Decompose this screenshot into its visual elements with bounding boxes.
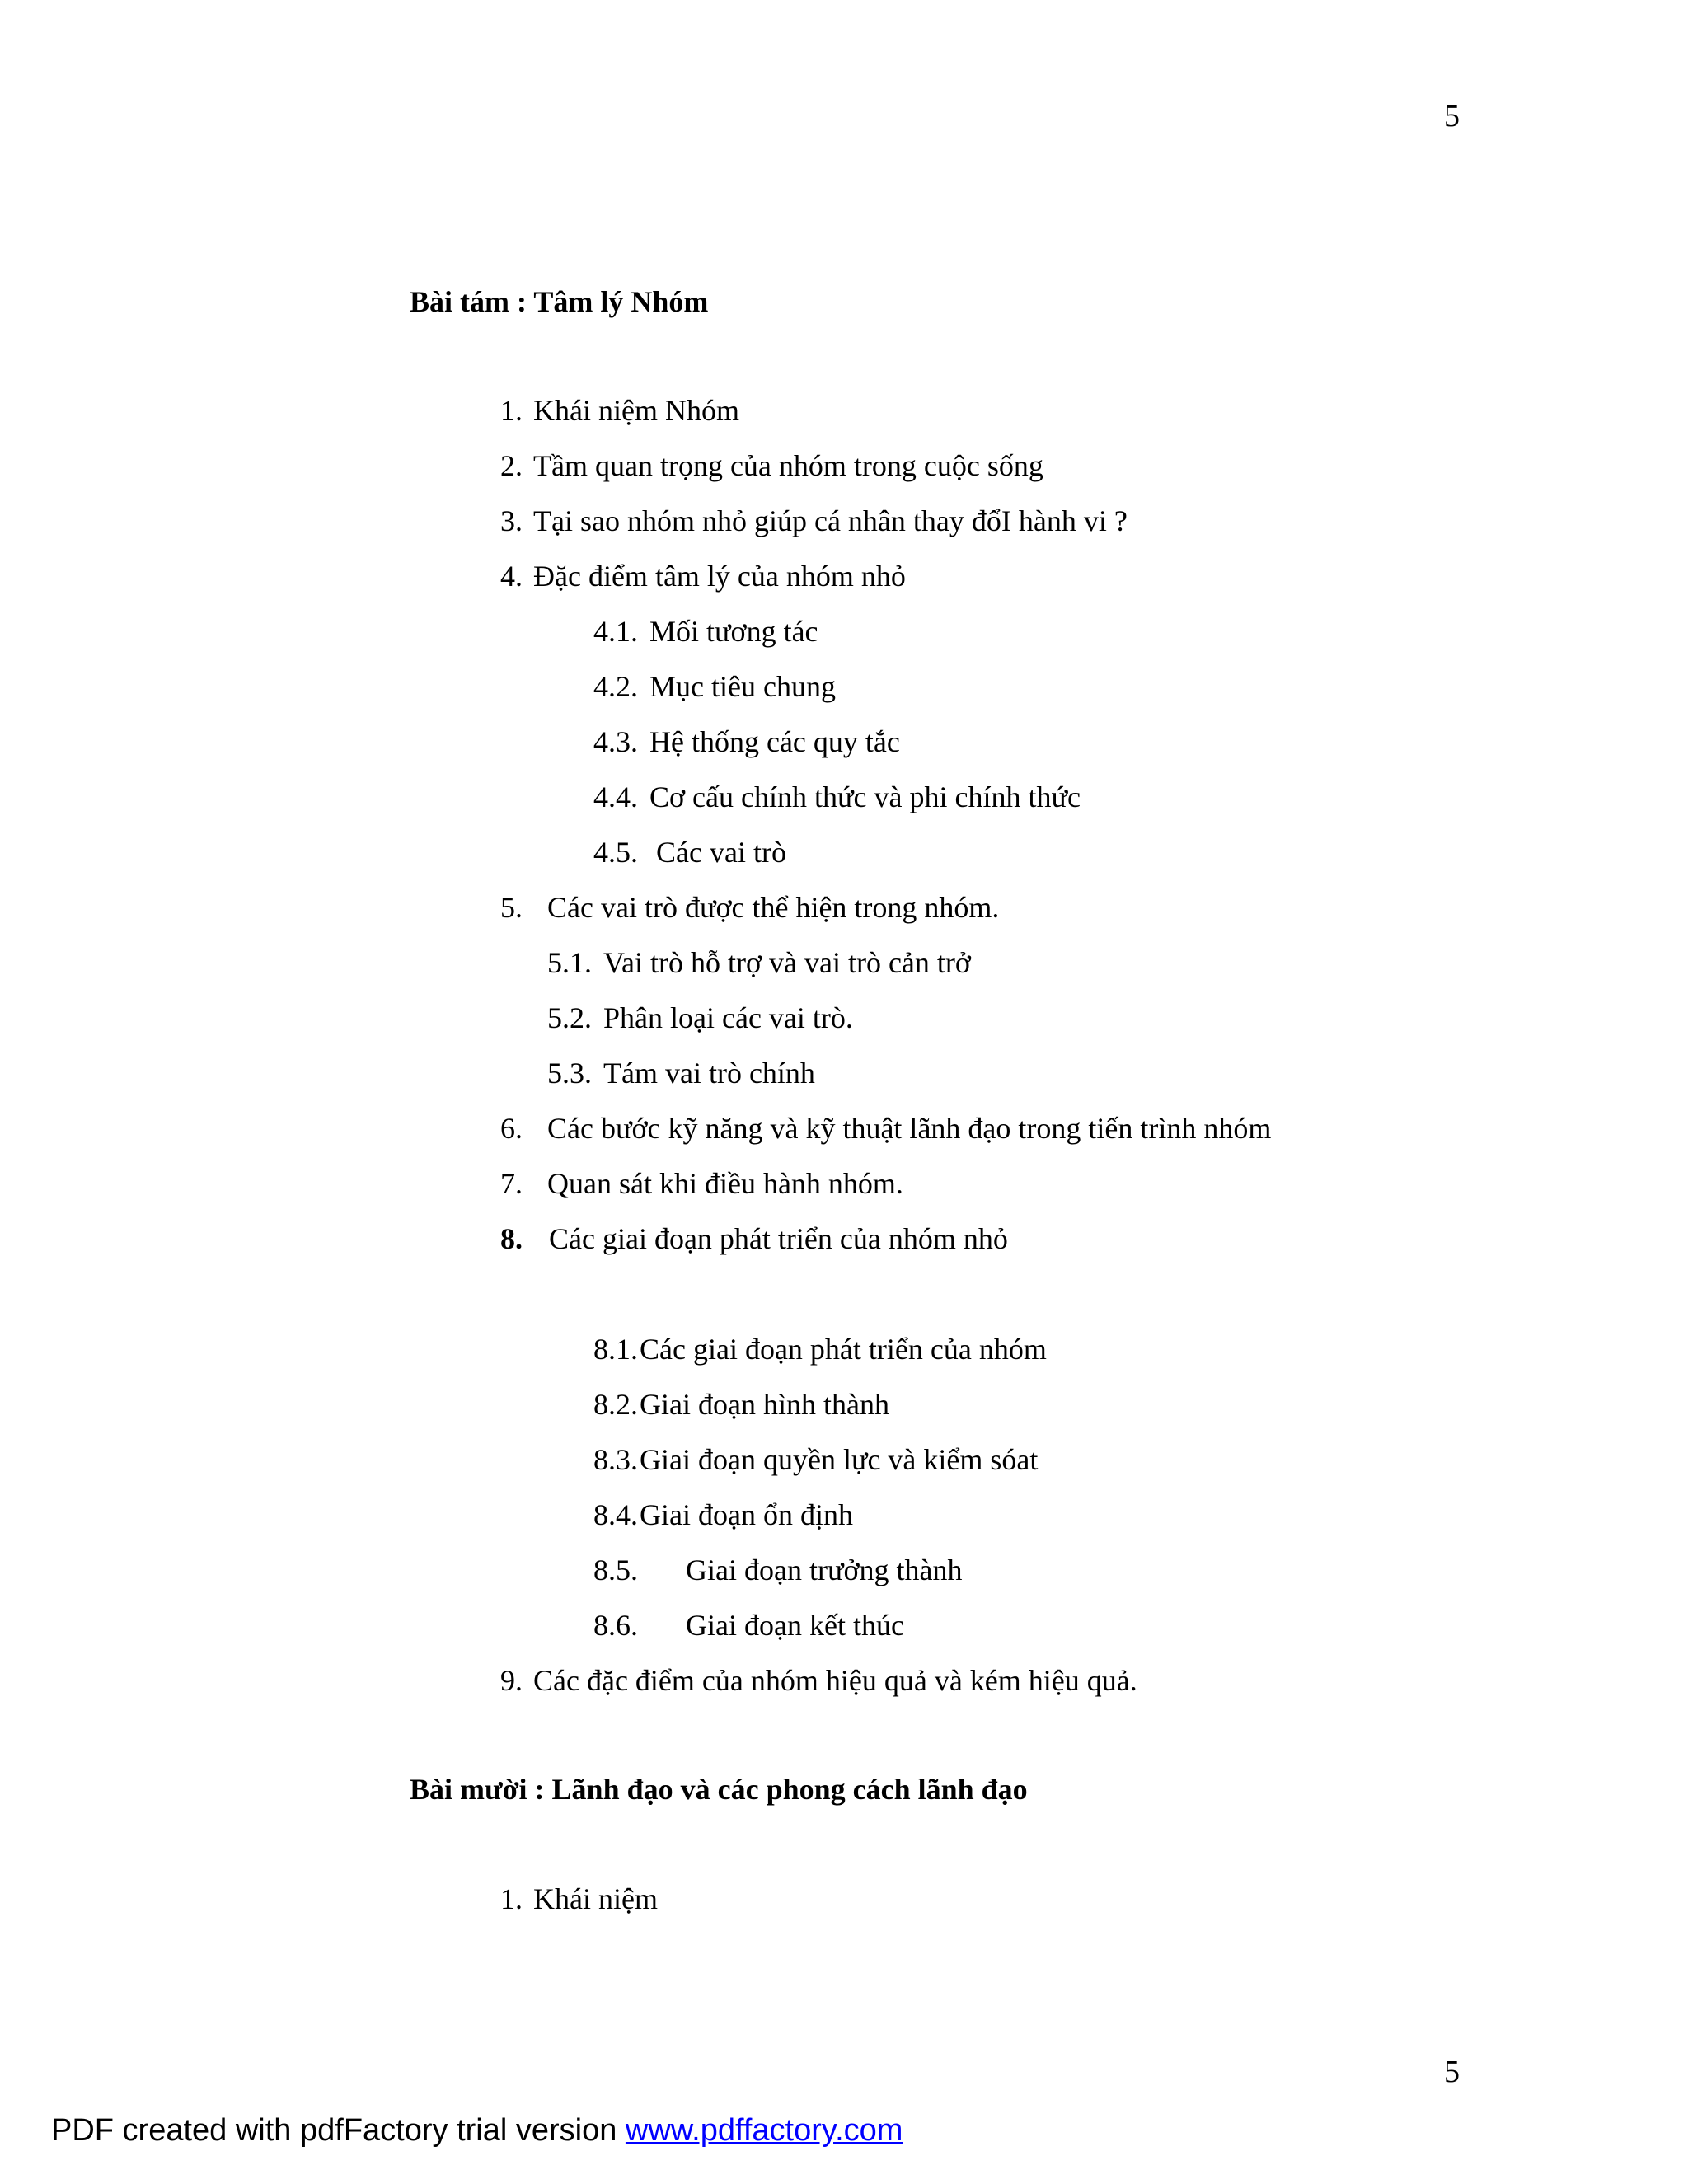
item-number: 8.6.: [593, 1609, 638, 1642]
item-number: 8.4.: [593, 1498, 638, 1531]
list-item: [547, 948, 971, 977]
item-number: 8.5.: [593, 1554, 638, 1586]
list-item: [500, 893, 999, 922]
item-number: 1.: [500, 394, 523, 427]
item-number: 8.: [500, 1222, 523, 1255]
list-item: [593, 616, 818, 646]
item-text: Mục tiêu chung: [649, 670, 836, 703]
list-item: [500, 1884, 658, 1914]
list-item: [500, 1666, 1137, 1695]
list-item: [593, 837, 786, 867]
item-text: Mối tương tác: [649, 615, 818, 648]
list-item: [593, 672, 836, 701]
page-number-bottom: 5: [1444, 2055, 1460, 2089]
item-number: 2.: [500, 449, 523, 482]
list-item: [500, 506, 1128, 536]
item-number: 7.: [500, 1167, 523, 1200]
item-number: 9.: [500, 1664, 523, 1697]
item-text: Khái niệm Nhóm: [533, 394, 739, 427]
pdffactory-link[interactable]: www.pdffactory.com: [625, 2113, 903, 2148]
list-item: [593, 1500, 853, 1530]
item-number: 4.5.: [593, 836, 638, 869]
list-item: [500, 396, 739, 425]
item-number: 8.2.: [593, 1388, 638, 1421]
item-number: 5.: [500, 891, 523, 924]
list-item: [547, 1058, 815, 1088]
item-text: Tại sao nhóm nhỏ giúp cá nhân thay đổI hành vi ?: [533, 504, 1128, 537]
footer-text: PDF created with pdfFactory trial version: [51, 2113, 626, 2148]
item-text: Quan sát khi điều hành nhóm.: [547, 1167, 903, 1200]
page-number-top: 5: [1444, 99, 1460, 134]
item-text: Các vai trò: [656, 836, 786, 869]
item-text: Đặc điểm tâm lý của nhóm nhỏ: [533, 560, 906, 593]
item-number: 1.: [500, 1882, 523, 1915]
list-item: [593, 782, 1081, 812]
item-text: Các bước kỹ năng và kỹ thuật lãnh đạo trong tiến trình nhóm: [547, 1112, 1272, 1145]
section-title-bai-muoi: Bài mười : Lãnh đạo và các phong cách lãnh đạo: [410, 1773, 1028, 1806]
item-number: 4.3.: [593, 725, 638, 758]
item-number: 6.: [500, 1112, 523, 1145]
item-text: Tám vai trò chính: [603, 1057, 815, 1090]
item-text: Các vai trò được thể hiện trong nhóm.: [547, 891, 1000, 924]
item-number: 5.3.: [547, 1057, 592, 1090]
list-item: [500, 451, 1043, 480]
item-text: Hệ thống các quy tắc: [649, 725, 900, 758]
list-item: [593, 1555, 962, 1585]
item-text: Giai đoạn hình thành: [640, 1388, 889, 1421]
list-item: [500, 1169, 903, 1198]
item-text: Khái niệm: [533, 1882, 658, 1915]
item-number: 8.1.: [593, 1333, 638, 1366]
list-item: [500, 1113, 1271, 1143]
list-item: [500, 1224, 1008, 1254]
item-text: Vai trò hỗ trợ và vai trò cản trở: [603, 946, 971, 979]
item-text: Tầm quan trọng của nhóm trong cuộc sống: [533, 449, 1043, 482]
item-text: Giai đoạn ổn định: [640, 1498, 853, 1531]
item-text: Giai đoạn quyền lực và kiểm sóat: [640, 1443, 1039, 1476]
item-number: 3.: [500, 504, 523, 537]
item-number: 4.: [500, 560, 523, 593]
item-text: Các giai đoạn phát triển của nhóm nhỏ: [549, 1222, 1008, 1255]
item-number: 4.2.: [593, 670, 638, 703]
item-text: Giai đoạn kết thúc: [686, 1609, 904, 1642]
item-number: 4.1.: [593, 615, 638, 648]
section-title-bai-tam: Bài tám : Tâm lý Nhóm: [410, 285, 709, 318]
list-item: [547, 1003, 853, 1033]
list-item: [593, 1390, 889, 1419]
list-item: [593, 1610, 904, 1640]
list-item: [593, 727, 900, 757]
item-number: 4.4.: [593, 780, 638, 813]
list-item: [500, 561, 906, 591]
list-item: [593, 1445, 1038, 1474]
item-text: Phân loại các vai trò.: [603, 1001, 853, 1034]
item-number: 5.2.: [547, 1001, 592, 1034]
pdf-footer: [51, 2115, 903, 2146]
item-text: Các đặc điểm của nhóm hiệu quả và kém hiệu quả.: [533, 1664, 1137, 1697]
list-item: [593, 1334, 1047, 1364]
item-text: Các giai đoạn phát triển của nhóm: [640, 1333, 1047, 1366]
item-number: 8.3.: [593, 1443, 638, 1476]
item-text: Cơ cấu chính thức và phi chính thức: [649, 780, 1081, 813]
item-text: Giai đoạn trưởng thành: [686, 1554, 963, 1586]
item-number: 5.1.: [547, 946, 592, 979]
